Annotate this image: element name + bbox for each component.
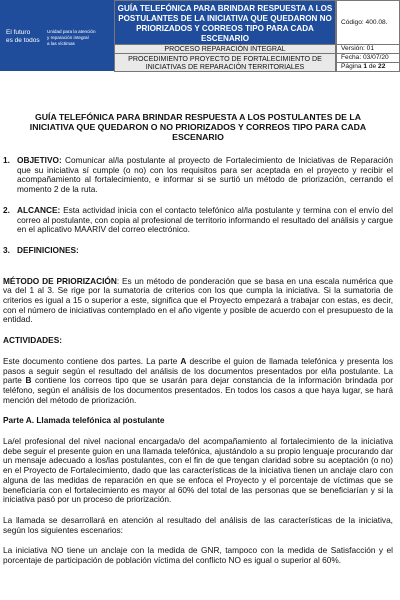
activities-heading: ACTIVIDADES: <box>3 335 63 346</box>
part-a-heading: Parte A. Llamada telefónica al postulante <box>3 415 165 426</box>
entity-logo <box>0 0 114 71</box>
part-a-paragraph-1: La/el profesional del nivel nacional encargada/o del acompañamiento al fortalecimiento de la iniciativa debe seguir el presente guion en una llamada telefónica, ajustándolo a su propio lenguaje procurando dar un mensaje adecuado a los/las postulantes, con el fin de que tengan claridad sobre su aceptación (o no) en el Proyecto de Fortalecimiento, dado que las características de la iniciativa tienen un anclaje claro con alguna de las medidas de reparación en que se enfoca el Proyecto y el porcentaje de víctimas que se beneficiaría con el fortalecimiento es mayor al 60% del total de las personas que se beneficiarían y si la iniciativa pasó por un proceso de priorización. <box>3 436 393 505</box>
header-process: PROCESO REPARACIÓN INTEGRAL <box>114 44 336 54</box>
document-version: Versión: 01 <box>336 44 400 54</box>
page-number: Página 1 de 22 <box>336 62 400 72</box>
definition-priorization-method: MÉTODO DE PRIORIZACIÓN: Es un método de ponderación que se basa en una escala numérica que va del 1 al 3. Se rige por la sumatoria de criterios con los que cumpla la iniciativa. Si la sumatoria de criterios es igual a 15 o superior a este, significa que el Proyecto empezará a trabajar con estas, es decir, con el número de iniciativas contemplado en el año vigente y posible de acuerdo con el presupuesto de la entidad. <box>3 275 393 325</box>
header-title: GUÍA TELEFÓNICA PARA BRINDAR RESPUESTA A LOS POSTULANTES DE LA INICIATIVA QUE QUEDARON NO PRIORIZADOS Y CORREOS TIPO PARA CADA ESCENARIO <box>114 0 336 45</box>
logo-slogan: El futuro es de todos <box>6 29 40 44</box>
part-a-paragraph-2: La llamada se desarrollará en atención al resultado del análisis de las características de la iniciativa, según los siguientes escenarios: <box>3 514 393 535</box>
document-body <box>0 112 396 566</box>
activities-paragraph: Este documento contiene dos partes. La parte A describe el guion de llamada telefónica y presenta los pasos a seguir según el resultado del análisis de los documentos presentados por el/la postulante. La parte B contiene los correos tipo que se usarán para dejar constancia de la información brindada por teléfono, según el análisis de los documentos presentados. En todos los casos a que haya lugar, se hará mención del método de priorización. <box>3 355 393 405</box>
header-procedure: PROCEDIMIENTO PROYECTO DE FORTALECIMIENTO DE INICIATIVAS DE REPARACIÓN TERRITORIALES <box>114 53 336 72</box>
document-header <box>0 0 400 102</box>
section-definitions: 3. DEFINICIONES: <box>3 244 79 255</box>
document-code: Código: 400.08. <box>336 0 400 45</box>
scenario-1: La iniciativa NO tiene un anclaje con la medida de GNR, tampoco con la medida de Satisfacción y el porcentaje de participación de población víctima del conflicto NO es igual o superior al 60%. <box>3 545 393 566</box>
document-title: GUÍA TELEFÓNICA PARA BRINDAR RESPUESTA A LOS POSTULANTES DE LA INICIATIVA QUE QUEDARON O NO PRIORIZADOS Y CORREOS TIPO PARA CADA ESCENARIO <box>29 112 367 142</box>
section-scope: 2. ALCANCE: Esta actividad inicia con el contacto telefónico al/la postulante y termina con el envío del correo al postulante, con copia al profesional de territorio informando el resultado del análisis y cargue en el aplicativo MAARIV del correo electrónico. <box>3 204 393 235</box>
logo-entity-name: Unidad para la atención y reparación integral a las víctimas <box>47 29 96 46</box>
section-objective: 1. OBJETIVO: Comunicar al/la postulante al proyecto de Fortalecimiento de Iniciativas de Reparación que su iniciativa sí cumple (o no) con los requisitos para ser aceptada en el proyecto y recibir el acompañamiento al fortalecimiento, e informar si se surtió un método de priorización, cerrando el momento 2 de la ruta. <box>3 155 393 195</box>
document-date: Fecha: 03/07/20 <box>336 53 400 63</box>
